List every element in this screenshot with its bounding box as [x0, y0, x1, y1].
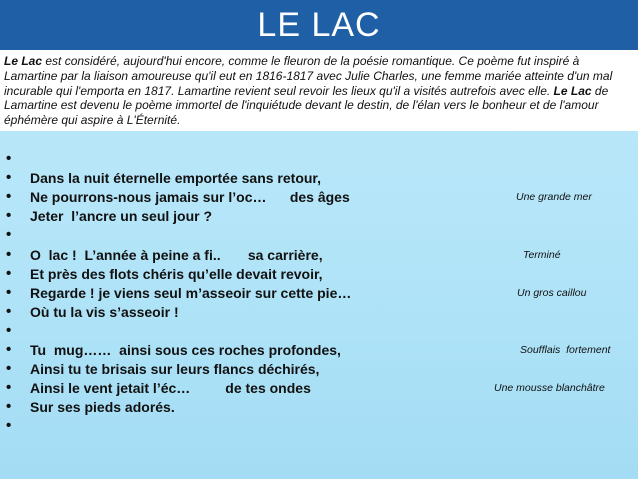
poem-line: [6, 379, 636, 398]
intro-text-2: de Lamartine est devenu le poème immortel de l'inquiétude devant le destin, de l'élan vers le bonheur et de l'amour éphémère qui aspire à L'Éternité.: [4, 83, 609, 128]
verse-text: Tu mug…… ainsi sous ces roches profondes,: [30, 342, 341, 358]
poem-line: [6, 284, 636, 303]
poem-line: [6, 303, 636, 322]
intro-poem-name: Le Lac: [4, 54, 43, 68]
poem-line: [6, 169, 636, 188]
bullet: •: [6, 379, 12, 397]
intro-text-1: est considéré, aujourd'hui encore, comme le fleuron de la poésie romantique. Ce poème fut inspiré à Lamartine par la liaison amoureuse qu'il eut en 1816-1817 avec Julie Charles, une femme mariée atteinte d'un mal incurable qui l'emporta en 1817. Lamartine revient seul revoir les lieux qu'il a visités autrefois avec elle.: [4, 54, 613, 98]
bullet: •: [6, 150, 12, 167]
poem-line: [6, 341, 636, 360]
verse-text: O lac ! L’année à peine a fi.. sa carrière,: [30, 246, 323, 263]
vocab-note: Une mousse blanchâtre: [494, 382, 605, 395]
verse-text: Jeter l’ancre un seul jour ?: [30, 208, 213, 225]
bullet: •: [6, 417, 12, 435]
poem-line: [6, 398, 636, 417]
poem-line: [6, 188, 636, 207]
verse-text: Ainsi le vent jetait l’éc… de tes ondes: [30, 380, 311, 397]
poem-line: [6, 360, 636, 379]
poem-line: [6, 246, 636, 265]
intro-paragraph: [0, 50, 638, 131]
poem-line: [6, 417, 636, 436]
verse-text: Ne pourrons-nous jamais sur l’oc… des âges: [30, 189, 350, 206]
verse-text: Et près des flots chéris qu’elle devait revoir,: [30, 265, 323, 282]
bullet: •: [6, 341, 12, 358]
poem-line: [6, 207, 636, 226]
bullet: •: [6, 226, 12, 244]
bullet: •: [6, 321, 12, 339]
vocab-note: Un gros caillou: [517, 286, 587, 299]
poem-line: [6, 150, 636, 169]
verse-text: Où tu la vis s’asseoir !: [30, 303, 179, 320]
verse-text: Ainsi tu te brisais sur leurs flancs déchirés,: [30, 361, 320, 378]
intro-poem-name-2: Le Lac: [553, 83, 592, 98]
bullet: •: [6, 283, 12, 301]
bullet: •: [6, 245, 12, 263]
poem-line: [6, 226, 636, 245]
bullet: •: [6, 302, 12, 320]
slide-title: LE LAC: [257, 6, 381, 44]
bullet: •: [6, 398, 12, 416]
vocab-note: Soufflais fortement: [520, 344, 611, 356]
bullet: •: [6, 264, 12, 282]
verse-text: Regarde ! je viens seul m’asseoir sur cette pie…: [30, 284, 352, 301]
poem-line: [6, 265, 636, 284]
verse-text: Sur ses pieds adorés.: [30, 399, 175, 416]
vocab-note: Terminé: [523, 248, 561, 261]
bullet: •: [6, 169, 12, 187]
bullet: •: [6, 207, 12, 225]
verse-text: Dans la nuit éternelle emportée sans retour,: [30, 170, 321, 187]
vocab-note: Une grande mer: [516, 191, 592, 204]
bullet: •: [6, 188, 12, 206]
bullet: •: [6, 360, 12, 378]
poem-line: [6, 322, 636, 341]
